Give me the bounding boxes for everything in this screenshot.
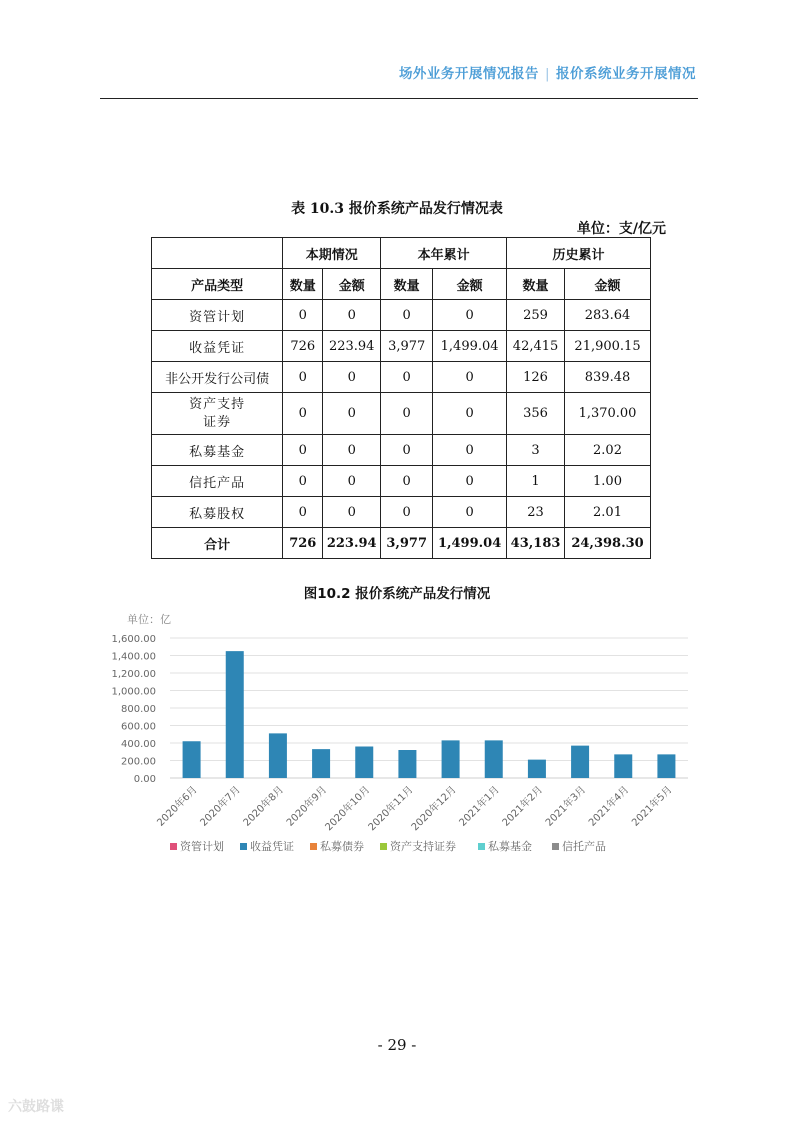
x-tick-label: 2020年8月 (241, 784, 287, 829)
bar-11 (614, 754, 632, 778)
table-cell: 21,900.15 (565, 331, 651, 362)
table-cell: 0 (381, 393, 433, 435)
legend-swatch (478, 843, 485, 850)
row-label: 信托产品 (152, 466, 283, 497)
page-header (100, 60, 698, 99)
table-row (152, 497, 651, 528)
table-row (152, 300, 651, 331)
table-cell: 0 (433, 497, 507, 528)
y-tick-label: 1,400.00 (111, 651, 156, 663)
column-header-product-type: 产品类型 (152, 269, 283, 300)
table-cell: 0 (283, 435, 323, 466)
table-cell: 0 (283, 466, 323, 497)
column-header-count: 数量 (381, 269, 433, 300)
table-cell: 0 (283, 300, 323, 331)
table-cell: 1,499.04 (433, 331, 507, 362)
table-unit: 单位：支/亿元 (576, 221, 666, 237)
table-cell: 0 (433, 393, 507, 435)
table-cell: 356 (507, 393, 565, 435)
table-cell: 283.64 (565, 300, 651, 331)
watermark: 六鼓路谍 (8, 1099, 64, 1115)
table-cell: 0 (381, 466, 433, 497)
row-label (152, 393, 283, 435)
bar-12 (657, 754, 675, 778)
legend-swatch (552, 843, 559, 850)
header-left-title: 场外业务开展情况报告 (398, 66, 539, 82)
legend-swatch (240, 843, 247, 850)
bar-10 (571, 746, 589, 778)
row-label: 私募基金 (152, 435, 283, 466)
total-cell: 726 (283, 528, 323, 559)
group-header-current: 本期情况 (283, 238, 381, 269)
issuance-bar-chart (100, 600, 700, 865)
x-tick-label: 2020年11月 (366, 784, 416, 834)
row-label: 收益凭证 (152, 331, 283, 362)
y-tick-label: 1,000.00 (111, 686, 156, 698)
total-cell: 43,183 (507, 528, 565, 559)
y-tick-label: 200.00 (121, 756, 156, 768)
y-tick-label: 600.00 (121, 721, 156, 733)
y-tick-label: 1,600.00 (111, 634, 156, 645)
x-tick-label: 2020年9月 (284, 784, 330, 829)
bar-5 (355, 747, 373, 779)
bar-4 (312, 749, 330, 778)
table-cell: 223.94 (323, 331, 381, 362)
bar-2 (226, 651, 244, 778)
row-label: 资管计划 (152, 300, 283, 331)
table-cell: 1.00 (565, 466, 651, 497)
table-cell: 0 (381, 300, 433, 331)
table-column-header-row (152, 269, 651, 300)
legend-label: 信托产品 (562, 840, 606, 853)
total-cell: 3,977 (381, 528, 433, 559)
table-cell: 839.48 (565, 362, 651, 393)
legend-swatch (380, 843, 387, 850)
legend-label: 私募债券 (320, 840, 364, 853)
table-cell: 0 (433, 362, 507, 393)
table-title: 表 10.3 报价系统产品发行情况表 (291, 201, 503, 217)
table-cell: 2.02 (565, 435, 651, 466)
bar-3 (269, 733, 287, 778)
x-tick-label: 2021年5月 (630, 784, 675, 829)
header-right-title: 报价系统业务开展情况 (556, 66, 696, 82)
y-tick-label: 1,200.00 (111, 669, 156, 680)
table-cell: 0 (381, 497, 433, 528)
table-cell: 23 (507, 497, 565, 528)
table-cell: 0 (323, 300, 381, 331)
legend-label: 资管计划 (180, 840, 224, 853)
x-tick-label: 2021年2月 (500, 784, 546, 829)
page-number: - 29 - (377, 1036, 417, 1054)
table-cell: 726 (283, 331, 323, 362)
table-cell: 0 (381, 435, 433, 466)
legend-label: 收益凭证 (250, 840, 294, 853)
total-cell: 24,398.30 (565, 528, 651, 559)
table-cell: 3 (507, 435, 565, 466)
table-cell: 1,370.00 (565, 393, 651, 435)
x-tick-label: 2021年4月 (586, 784, 632, 829)
column-header-amount: 金额 (565, 269, 651, 300)
table-cell: 259 (507, 300, 565, 331)
product-issuance-table (151, 237, 651, 559)
group-header-historical: 历史累计 (507, 238, 651, 269)
bar-8 (485, 740, 503, 778)
column-header-count: 数量 (283, 269, 323, 300)
header-separator: | (544, 66, 550, 82)
bar-1 (183, 741, 201, 778)
table-cell: 0 (323, 393, 381, 435)
table-cell: 1 (507, 466, 565, 497)
table-row (152, 362, 651, 393)
x-tick-label: 2020年12月 (409, 784, 459, 834)
table-cell: 0 (323, 362, 381, 393)
table-cell: 0 (381, 362, 433, 393)
header-title (399, 62, 696, 82)
table-corner-cell (152, 238, 283, 269)
table-row (152, 435, 651, 466)
y-tick-label: 800.00 (121, 704, 156, 715)
row-label-line: 证券 (203, 414, 232, 430)
table-cell: 0 (283, 362, 323, 393)
bar-9 (528, 760, 546, 778)
total-cell: 223.94 (323, 528, 381, 559)
legend-swatch (170, 843, 177, 850)
column-header-amount: 金额 (323, 269, 381, 300)
legend-label: 私募基金 (488, 840, 532, 853)
table-row (152, 466, 651, 497)
table-cell: 2.01 (565, 497, 651, 528)
table-cell: 126 (507, 362, 565, 393)
table-row (152, 393, 651, 435)
table-cell: 0 (283, 393, 323, 435)
table-cell: 0 (433, 300, 507, 331)
table-cell: 0 (433, 435, 507, 466)
row-label: 私募股权 (152, 497, 283, 528)
table-cell: 0 (323, 466, 381, 497)
x-tick-label: 2020年10月 (323, 784, 373, 834)
legend-label: 资产支持证券 (390, 840, 456, 853)
row-label-line: 资产支持 (189, 396, 246, 412)
chart-unit-label: 单位：亿 (127, 613, 171, 626)
x-tick-label: 2021年3月 (543, 784, 589, 829)
y-tick-label: 0.00 (133, 774, 156, 785)
legend-swatch (310, 843, 317, 850)
table-cell: 0 (323, 497, 381, 528)
table-cell: 3,977 (381, 331, 433, 362)
bar-7 (442, 740, 460, 778)
bar-6 (398, 750, 416, 778)
column-header-count: 数量 (507, 269, 565, 300)
table-cell: 0 (323, 435, 381, 466)
table-row (152, 331, 651, 362)
total-cell: 1,499.04 (433, 528, 507, 559)
table-cell: 42,415 (507, 331, 565, 362)
table-cell: 0 (283, 497, 323, 528)
group-header-ytd: 本年累计 (381, 238, 507, 269)
x-tick-label: 2021年1月 (457, 784, 502, 829)
x-tick-label: 2020年7月 (198, 784, 243, 829)
y-tick-label: 400.00 (121, 739, 156, 750)
table-cell: 0 (433, 466, 507, 497)
column-header-amount: 金额 (433, 269, 507, 300)
table-total-row (152, 528, 651, 559)
x-tick-label: 2020年6月 (155, 784, 200, 829)
total-label: 合计 (152, 528, 283, 559)
table-group-header-row (152, 238, 651, 269)
figure-title: 图10.2 报价系统产品发行情况 (303, 586, 491, 602)
row-label: 非公开发行公司债 (152, 362, 283, 393)
